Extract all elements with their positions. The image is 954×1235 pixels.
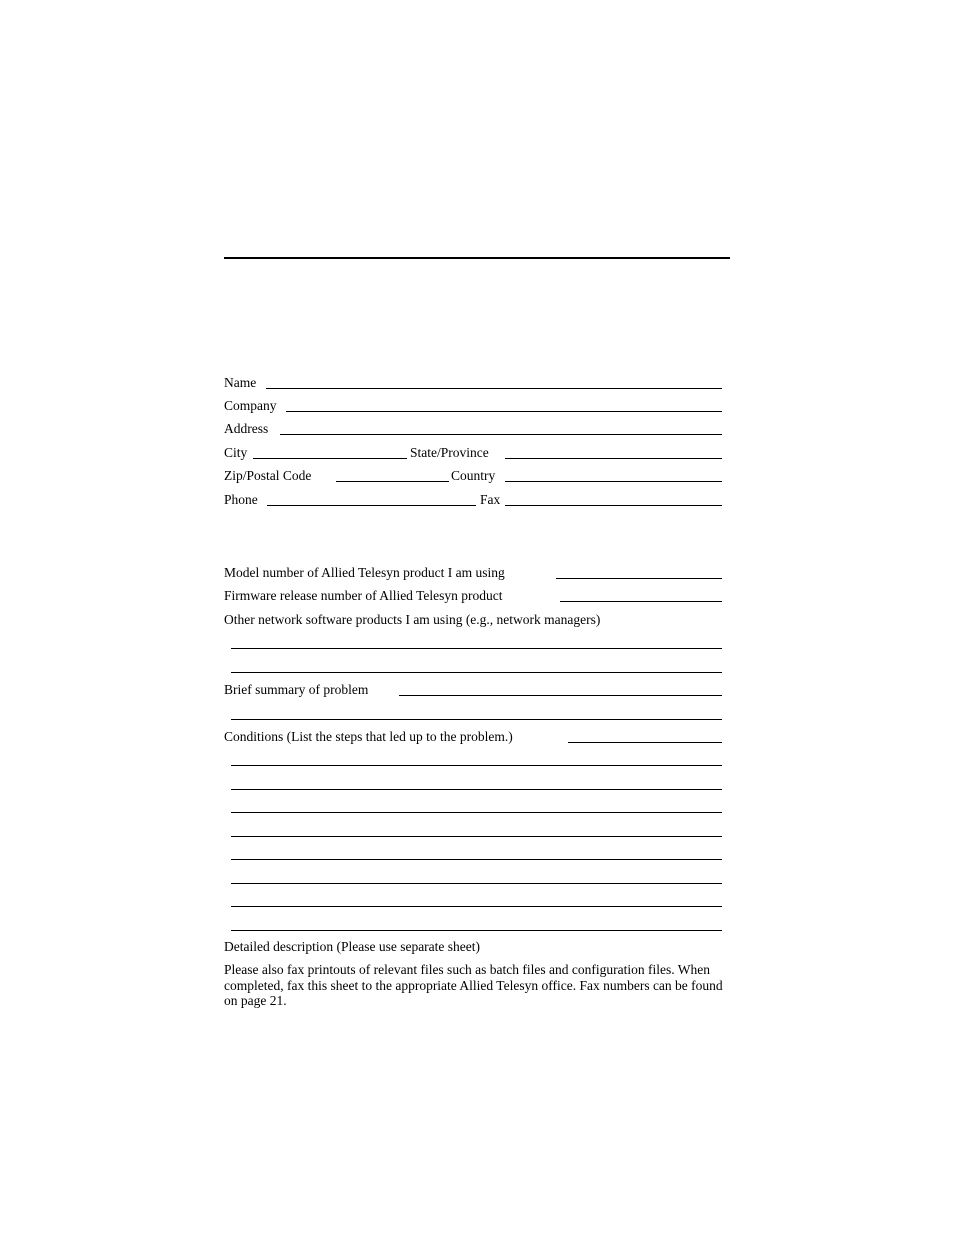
phone-fax-row[interactable] <box>224 492 722 507</box>
detailed-row <box>224 939 722 954</box>
company-field[interactable] <box>286 411 722 412</box>
write-line[interactable] <box>231 719 722 720</box>
conditions-line-6[interactable] <box>231 870 722 885</box>
other-software-line-2[interactable] <box>231 659 722 674</box>
other-software-label: Other network software products I am using (e.g., network managers) <box>224 612 601 627</box>
state-label: State/Province <box>410 445 489 460</box>
country-field[interactable] <box>505 481 722 482</box>
country-label: Country <box>451 468 496 483</box>
conditions-line-5[interactable] <box>231 846 722 861</box>
conditions-row[interactable] <box>224 729 722 744</box>
city-label: City <box>224 445 248 460</box>
zip-label: Zip/Postal Code <box>224 468 312 483</box>
address-label: Address <box>224 421 269 436</box>
model-row[interactable] <box>224 565 722 580</box>
phone-label: Phone <box>224 492 258 507</box>
name-row[interactable] <box>224 375 722 390</box>
write-line[interactable] <box>231 930 722 931</box>
write-line[interactable] <box>231 859 722 860</box>
detailed-label: Detailed description (Please use separate sheet) <box>224 939 481 954</box>
conditions-line-1[interactable] <box>231 752 722 767</box>
name-label: Name <box>224 375 257 390</box>
write-line[interactable] <box>231 789 722 790</box>
write-line[interactable] <box>231 906 722 907</box>
model-label: Model number of Allied Telesyn product I am using <box>224 565 505 580</box>
write-line[interactable] <box>231 765 722 766</box>
other-software-row <box>224 612 722 627</box>
summary-row[interactable] <box>224 682 722 697</box>
name-field[interactable] <box>266 388 722 389</box>
city-state-row[interactable] <box>224 445 722 460</box>
firmware-label: Firmware release number of Allied Telesyn product <box>224 588 503 603</box>
conditions-line-3[interactable] <box>231 799 722 814</box>
write-line[interactable] <box>231 648 722 649</box>
conditions-label: Conditions (List the steps that led up to the problem.) <box>224 729 513 744</box>
address-row[interactable] <box>224 421 722 436</box>
zip-country-row[interactable] <box>224 468 722 483</box>
write-line[interactable] <box>231 672 722 673</box>
write-line[interactable] <box>231 812 722 813</box>
firmware-field[interactable] <box>560 601 722 602</box>
summary-line-2[interactable] <box>231 706 722 721</box>
summary-field[interactable] <box>399 695 722 696</box>
company-row[interactable] <box>224 398 722 413</box>
state-field[interactable] <box>505 458 722 459</box>
zip-field[interactable] <box>336 481 449 482</box>
write-line[interactable] <box>231 836 722 837</box>
company-label: Company <box>224 398 277 413</box>
fax-field[interactable] <box>505 505 722 506</box>
summary-label: Brief summary of problem <box>224 682 369 697</box>
conditions-line-7[interactable] <box>231 893 722 908</box>
write-line[interactable] <box>231 883 722 884</box>
header-rule <box>224 257 730 259</box>
conditions-field[interactable] <box>568 742 722 743</box>
phone-field[interactable] <box>267 505 476 506</box>
conditions-line-4[interactable] <box>231 823 722 838</box>
firmware-row[interactable] <box>224 588 722 603</box>
other-software-line-1[interactable] <box>231 635 722 650</box>
city-field[interactable] <box>253 458 407 459</box>
footer-note: Please also fax printouts of relevant files such as batch files and configuration files. When completed, fax this sheet to the appropriate Allied Telesyn office. Fax numbers can be found on page 21. <box>224 962 723 1008</box>
address-field[interactable] <box>280 434 722 435</box>
conditions-line-8[interactable] <box>231 917 722 932</box>
conditions-line-2[interactable] <box>231 776 722 791</box>
fax-label: Fax <box>480 492 501 507</box>
model-field[interactable] <box>556 578 722 579</box>
